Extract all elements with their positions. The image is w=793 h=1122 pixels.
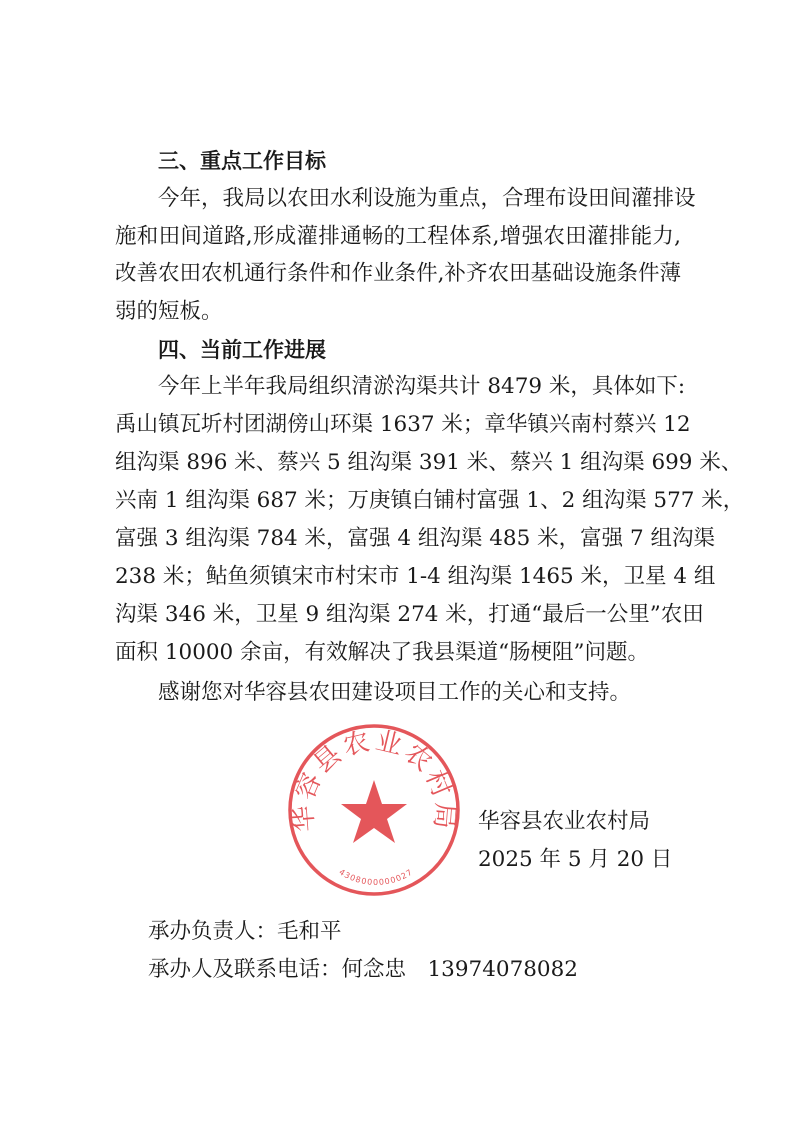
section-4-line: 组沟渠 896 米、蔡兴 5 组沟渠 391 米、蔡兴 1 组沟渠 699 米、 <box>115 450 743 475</box>
seal-text: 华容县农业农村局 <box>288 726 460 833</box>
section-3-line: 施和田间道路,形成灌排通畅的工程体系,增强农田灌排能力, <box>115 224 681 249</box>
section-4-line: 沟渠 346 米，卫星 9 组沟渠 274 米，打通“最后一公里”农田 <box>115 602 704 627</box>
official-seal <box>286 722 462 898</box>
section-3-line: 今年，我局以农田水利设施为重点，合理布设田间灌排设 <box>158 186 696 211</box>
section-3-line: 改善农田农机通行条件和作业条件,补齐农田基础设施条件薄 <box>115 261 681 286</box>
section-4-line: 今年上半年我局组织清淤沟渠共计 8479 米，具体如下: <box>158 374 686 399</box>
section-3-line: 弱的短板。 <box>115 299 223 324</box>
section-4-line: 238 米；鲇鱼须镇宋市村宋市 1-4 组沟渠 1465 米，卫星 4 组 <box>115 564 716 589</box>
signature-org: 华容县农业农村局 <box>478 809 651 834</box>
section-4-heading: 四、当前工作进展 <box>158 338 326 362</box>
svg-text:4308000000027 <box>337 867 414 887</box>
seal-code: 4308000000027 <box>337 867 415 887</box>
section-4-line: 兴南 1 组沟渠 687 米；万庚镇白铺村富强 1、2 组沟渠 577 米， <box>115 488 745 513</box>
section-3-heading: 三、重点工作目标 <box>158 149 326 173</box>
handler-contact: 承办人及联系电话：何念忠 13974078082 <box>148 957 578 982</box>
thanks-line: 感谢您对华容县农田建设项目工作的关心和支持。 <box>158 680 632 705</box>
section-4-line: 面积 10000 余亩，有效解决了我县渠道“肠梗阻”问题。 <box>115 640 650 665</box>
section-4-line: 禹山镇瓦圻村团湖傍山环渠 1637 米；章华镇兴南村蔡兴 12 <box>115 412 691 437</box>
star-icon <box>341 780 407 843</box>
signature-date: 2025 年 5 月 20 日 <box>478 847 673 872</box>
section-4-line: 富强 3 组沟渠 784 米，富强 4 组沟渠 485 米，富强 7 组沟渠 <box>115 526 715 551</box>
responsible-person: 承办负责人：毛和平 <box>148 919 342 944</box>
